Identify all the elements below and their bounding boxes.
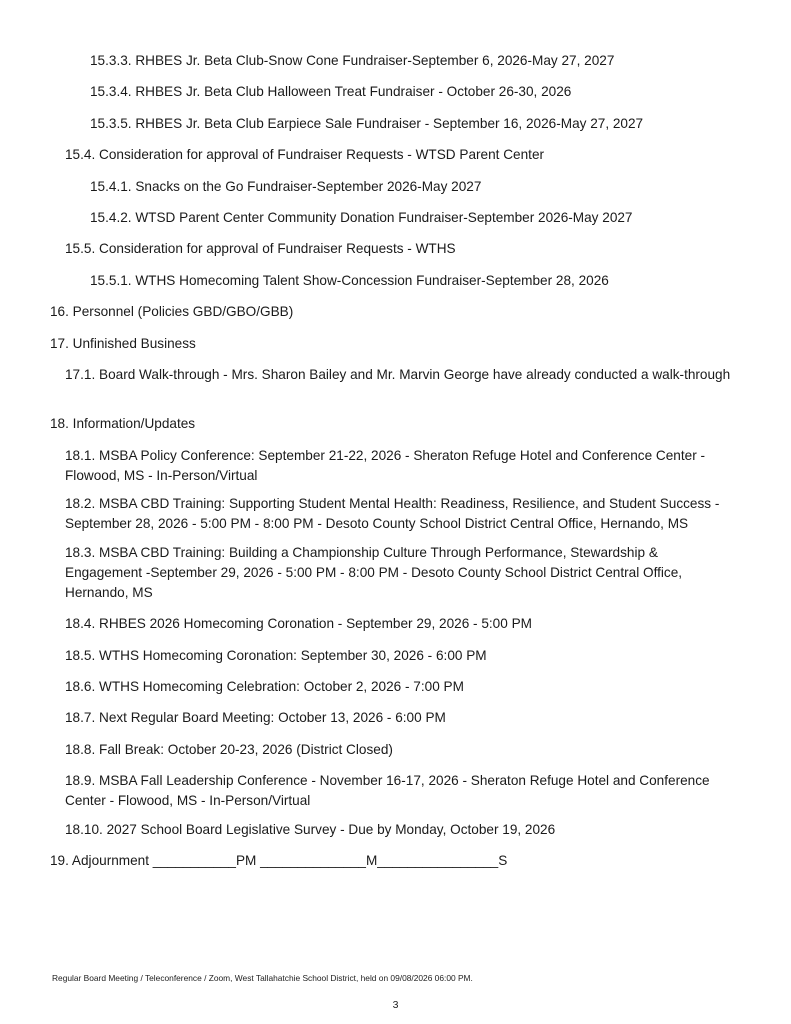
agenda-item-18: 18. Information/Updates [50, 416, 196, 431]
agenda-item-15-5: 15.5. Consideration for approval of Fundraiser Requests - WTHS [65, 241, 456, 256]
agenda-item-18-1: 18.1. MSBA Policy Conference: September 21-22, 2026 - Sheraton Refuge Hotel and Conference Center - Flowood, MS - In-Person/Virtual [65, 448, 706, 483]
agenda-item-15-4-2: 15.4.2. WTSD Parent Center Community Donation Fundraiser-September 2026-May 2027 [90, 210, 633, 225]
agenda-item-15-4-1: 15.4.1. Snacks on the Go Fundraiser-September 2026-May 2027 [90, 179, 482, 194]
agenda-item-18-9: 18.9. MSBA Fall Leadership Conference - November 16-17, 2026 - Sheraton Refuge Hotel and Conference Center - Flowood, MS - In-Person/Virtual [65, 773, 710, 808]
agenda-item-18-3: 18.3. MSBA CBD Training: Building a Championship Culture Through Performance, Stewardship & Engagement -September 29, 2026 - 5:00 PM - 8:00 PM - Desoto County School District Central Office, Hernando, MS [65, 545, 683, 600]
agenda-item-18-6: 18.6. WTHS Homecoming Celebration: October 2, 2026 - 7:00 PM [65, 679, 464, 694]
agenda-item-15-5-1: 15.5.1. WTHS Homecoming Talent Show-Concession Fundraiser-September 28, 2026 [90, 273, 609, 288]
agenda-item-15-3-3: 15.3.3. RHBES Jr. Beta Club-Snow Cone Fundraiser-September 6, 2026-May 27, 2027 [90, 53, 615, 68]
page-number: 3 [392, 999, 399, 1011]
agenda-item-19-adjournment: 19. Adjournment ___________PM ______________M________________S [50, 853, 508, 868]
agenda-item-17: 17. Unfinished Business [50, 336, 196, 351]
agenda-item-15-3-4: 15.3.4. RHBES Jr. Beta Club Halloween Treat Fundraiser - October 26-30, 2026 [90, 84, 572, 99]
agenda-item-18-7: 18.7. Next Regular Board Meeting: October 13, 2026 - 6:00 PM [65, 710, 446, 725]
agenda-item-18-5: 18.5. WTHS Homecoming Coronation: September 30, 2026 - 6:00 PM [65, 648, 487, 663]
agenda-item-15-3-5: 15.3.5. RHBES Jr. Beta Club Earpiece Sale Fundraiser - September 16, 2026-May 27, 2027 [90, 116, 644, 131]
agenda-item-18-2: 18.2. MSBA CBD Training: Supporting Student Mental Health: Readiness, Resilience, and Student Success - September 28, 2026 - 5:00 PM - 8:00 PM - Desoto County School District Central Office, Hernando, MS [65, 496, 720, 531]
agenda-item-15-4: 15.4. Consideration for approval of Fundraiser Requests - WTSD Parent Center [65, 147, 545, 162]
agenda-item-18-10: 18.10. 2027 School Board Legislative Survey - Due by Monday, October 19, 2026 [65, 822, 556, 837]
agenda-item-16: 16. Personnel (Policies GBD/GBO/GBB) [50, 304, 294, 319]
agenda-item-17-1: 17.1. Board Walk-through - Mrs. Sharon Bailey and Mr. Marvin George have already conducted a walk-through [65, 367, 731, 382]
footer-meeting-note: Regular Board Meeting / Teleconference / Zoom, West Tallahatchie School District, held on 09/08/2026 06:00 PM. [52, 973, 473, 983]
agenda-item-18-8: 18.8. Fall Break: October 20-23, 2026 (District Closed) [65, 742, 393, 757]
agenda-item-18-4: 18.4. RHBES 2026 Homecoming Coronation - September 29, 2026 - 5:00 PM [65, 616, 532, 631]
